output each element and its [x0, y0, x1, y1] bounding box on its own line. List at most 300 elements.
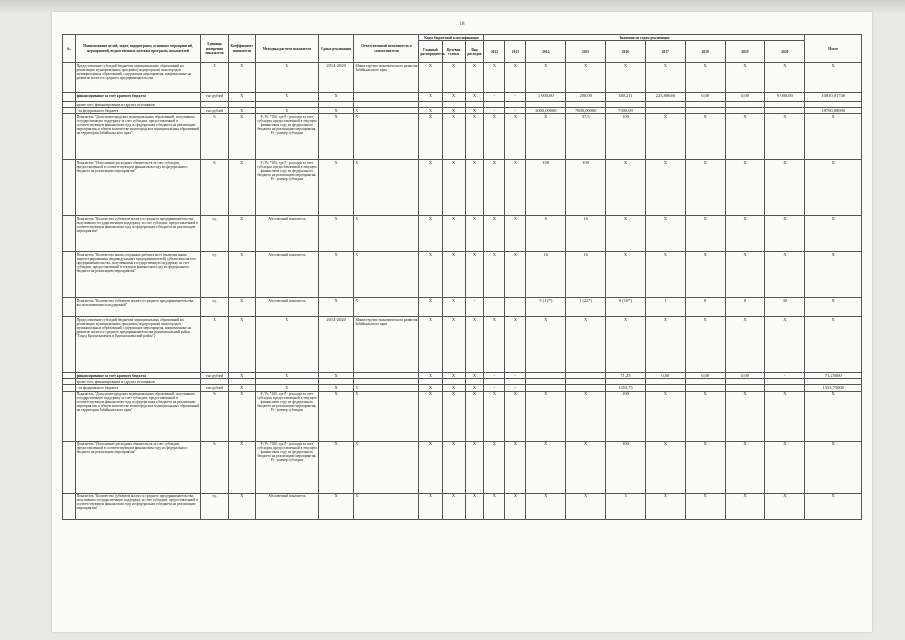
- table-row: [63, 441, 862, 493]
- row-period-cell: Х: [318, 160, 354, 216]
- row-total-cell: 71,25000: [805, 373, 862, 379]
- row-year-value-cell: Х: [484, 493, 505, 519]
- row-year-value-cell: 30: [765, 298, 805, 317]
- row-period-cell: Х: [318, 373, 354, 379]
- row-year-value-cell: Х: [526, 441, 566, 493]
- header-year: 2012: [484, 41, 505, 63]
- row-total-cell: Х: [805, 317, 862, 373]
- row-year-value-cell: 3000,00000: [526, 108, 566, 114]
- row-budget-code-cell: Х: [419, 317, 442, 373]
- row-year-value-cell: Х: [685, 493, 725, 519]
- row-year-value-cell: Х: [484, 114, 505, 160]
- row-year-value-cell: Х: [484, 317, 505, 373]
- row-unit-cell: %: [201, 391, 228, 441]
- row-year-value-cell: 8 (16*): [606, 298, 646, 317]
- row-name-cell: кроме того, финансирование из других источников:: [75, 379, 201, 385]
- row-coef-cell: Х: [228, 160, 255, 216]
- header-year: 2020: [765, 41, 805, 63]
- row-budget-code-cell: Х: [465, 252, 484, 298]
- row-budget-code-cell: Х: [442, 252, 465, 298]
- row-coef-cell: Х: [228, 391, 255, 441]
- row-year-value-cell: 1: [645, 298, 685, 317]
- row-responsible-cell: Министерство экономического развития Забайкальского края: [354, 63, 419, 93]
- row-responsible-cell: Х: [354, 493, 419, 519]
- row-responsible-cell: Х: [354, 252, 419, 298]
- row-year-value-cell: Х: [645, 63, 685, 93]
- row-year-value-cell: Х: [606, 317, 646, 373]
- row-year-value-cell: Х: [765, 441, 805, 493]
- row-year-value-cell: 16: [566, 252, 606, 298]
- row-period-cell: Х: [318, 216, 354, 252]
- row-total-cell: 18700,00000: [805, 108, 862, 114]
- row-budget-code-cell: Х: [419, 114, 442, 160]
- row-method-cell: Абсолютный показатель: [255, 493, 318, 519]
- row-year-value-cell: Х: [484, 216, 505, 252]
- header-year: 2015: [566, 41, 606, 63]
- row-budget-code-cell: Х: [442, 63, 465, 93]
- row-unit-cell: тыс.рублей: [201, 108, 228, 114]
- row-name-cell: финансирование за счет краевого бюджета: [75, 373, 201, 379]
- row-total-cell: Х: [805, 298, 862, 317]
- row-unit-cell: %: [201, 160, 228, 216]
- row-num-cell: [63, 114, 76, 160]
- row-unit-cell: ед.: [201, 252, 228, 298]
- row-year-value-cell: 7300,00: [606, 108, 646, 114]
- row-method-cell: Абсолютный показатель: [255, 298, 318, 317]
- row-year-value-cell: 7800,00000: [566, 108, 606, 114]
- row-responsible-cell: Х: [354, 385, 419, 391]
- row-method-cell: Х: [255, 63, 318, 93]
- row-year-value-cell: 1 (22*): [566, 298, 606, 317]
- row-period-cell: Х: [318, 391, 354, 441]
- row-year-value-cell: Х: [505, 216, 526, 252]
- table-row: [63, 114, 862, 160]
- row-year-value-cell: Х: [725, 63, 765, 93]
- row-year-value-cell: -: [484, 385, 505, 391]
- table-row: [63, 160, 862, 216]
- row-year-value-cell: -: [484, 93, 505, 102]
- row-year-value-cell: 5 (12*): [526, 298, 566, 317]
- row-year-value-cell: Х: [526, 63, 566, 93]
- row-coef-cell: Х: [228, 252, 255, 298]
- row-year-value-cell: [484, 298, 505, 317]
- row-unit-cell: ед.: [201, 493, 228, 519]
- row-year-value-cell: Х: [765, 114, 805, 160]
- row-year-value-cell: -: [505, 385, 526, 391]
- row-budget-code-cell: Х: [465, 373, 484, 379]
- row-budget-code-cell: Х: [442, 385, 465, 391]
- row-year-value-cell: 0: [685, 298, 725, 317]
- row-coef-cell: Х: [228, 108, 255, 114]
- header-year: 2014: [526, 41, 566, 63]
- row-year-value-cell: Х: [685, 317, 725, 373]
- table-row: [63, 252, 862, 298]
- row-num-cell: [63, 493, 76, 519]
- row-period-cell: 2014-2020: [318, 317, 354, 373]
- table-row: [63, 493, 862, 519]
- row-budget-code-cell: Х: [419, 108, 442, 114]
- row-responsible-cell: Х: [354, 298, 419, 317]
- row-budget-code-cell: Х: [442, 216, 465, 252]
- row-year-value-cell: Х: [645, 493, 685, 519]
- row-coef-cell: Х: [228, 441, 255, 493]
- row-year-value-cell: Х: [765, 160, 805, 216]
- row-year-value-cell: Х: [505, 252, 526, 298]
- row-year-value-cell: 0,00: [725, 93, 765, 102]
- row-year-value-cell: 225,80646: [645, 93, 685, 102]
- row-coef-cell: Х: [228, 493, 255, 519]
- row-year-value-cell: Х: [685, 216, 725, 252]
- row-coef-cell: Х: [228, 317, 255, 373]
- row-coef-cell: Х: [228, 216, 255, 252]
- row-period-cell: Х: [318, 108, 354, 114]
- row-year-value-cell: 0,00: [685, 373, 725, 379]
- row-budget-code-cell: Х: [442, 373, 465, 379]
- row-name-cell: Показатель "Исполнение расходных обязательств за счет субсидии, предоставленной в соответствующем финансовом году из федерального бюджета на реализацию мероприятия": [75, 160, 201, 216]
- table-row: [63, 391, 862, 441]
- row-budget-code-cell: Х: [465, 93, 484, 102]
- row-name-cell: Предоставление субсидий бюджетам муниципальных образований на реализацию муниципальных программ (подпрограмм) моногородов муниципальных образований, содержащих мероприятия, направленные на развитие малого и среднего предпринимательства: [75, 63, 201, 93]
- row-year-value-cell: -: [484, 373, 505, 379]
- row-method-cell: Абсолютный показатель: [255, 216, 318, 252]
- row-method-cell: Абсолютный показатель: [255, 252, 318, 298]
- row-coef-cell: Х: [228, 63, 255, 93]
- row-budget-code-cell: Х: [442, 108, 465, 114]
- row-year-value-cell: Х: [645, 114, 685, 160]
- row-total-cell: Х: [805, 160, 862, 216]
- row-year-value-cell: 1 000,00: [526, 93, 566, 102]
- row-year-value-cell: -: [505, 373, 526, 379]
- row-budget-code-cell: Х: [442, 298, 465, 317]
- row-year-value-cell: 0,00: [645, 373, 685, 379]
- row-name-cell: Показатель "Количество субъектов малого и среднего предпринимательства, получивших государственную поддержку за счет субсидии, предоставленной в соответствующем финансовом году из федерального бюджета на реализацию мероприятия": [75, 493, 201, 519]
- row-name-cell: Показатель "Количество вновь созданных рабочих мест (включая вновь зарегистрированных индивидуальных предпринимателей) субъектами малого предпринимательства, получившими государственную поддержку за счет субсидии, предоставленной в текущем финансовом году из федерального бюджета на реализацию мероприятия": [75, 252, 201, 298]
- row-num-cell: [63, 391, 76, 441]
- header-name: Наименование целей, задач, подпрограмм, основных мероприятий, мероприятий, ведомственных целевых программ, показателей: [75, 35, 201, 63]
- row-year-value-cell: Х: [645, 252, 685, 298]
- indicators-table: [62, 34, 862, 520]
- header-year: 2013: [505, 41, 526, 63]
- row-year-value-cell: Х: [505, 317, 526, 373]
- row-num-cell: [63, 160, 76, 216]
- row-period-cell: Х: [318, 114, 354, 160]
- row-budget-code-cell: Х: [465, 114, 484, 160]
- row-responsible-cell: [354, 93, 419, 102]
- header-year: 2017: [645, 41, 685, 63]
- row-unit-cell: %: [201, 441, 228, 493]
- header-year: 2019: [725, 41, 765, 63]
- row-method-cell: Х: [255, 317, 318, 373]
- row-year-value-cell: Х: [526, 493, 566, 519]
- row-year-value-cell: 16: [566, 216, 606, 252]
- row-year-value-cell: 100: [566, 160, 606, 216]
- row-budget-code-cell: Х: [419, 63, 442, 93]
- row-budget-code-cell: Х: [419, 441, 442, 493]
- row-method-cell: Р / Рс *100, где Р - расходы за счет субсидии, предоставленной в текущем финансовом году из федерального бюджета на реализацию мероприятия, Рс - размер субсидии: [255, 114, 318, 160]
- row-budget-code-cell: Х: [442, 114, 465, 160]
- row-coef-cell: Х: [228, 373, 255, 379]
- row-total-cell: Х: [805, 114, 862, 160]
- row-budget-code-cell: -: [465, 298, 484, 317]
- row-coef-cell: Х: [228, 298, 255, 317]
- row-year-value-cell: Х: [566, 493, 606, 519]
- row-budget-code-cell: Х: [442, 493, 465, 519]
- row-total-cell: Х: [805, 441, 862, 493]
- row-year-value-cell: 9 000,00: [765, 93, 805, 102]
- row-year-value-cell: Х: [566, 441, 606, 493]
- row-name-cell: Показатель "Доля моногородских муниципальных образований, получивших государственную поддержку за счет субсидии, предоставленной в соответствующем финансовом году из федерального бюджета на реализацию мероприятия, в общем количестве моногородских муниципальных образований на территории Забайкальского края": [75, 114, 201, 160]
- row-year-value-cell: Х: [606, 160, 646, 216]
- row-year-value-cell: Х: [685, 63, 725, 93]
- header-unit: Единица измерения показателя: [201, 35, 228, 63]
- row-name-cell: - из федерального бюджета: [75, 108, 201, 114]
- row-num-cell: [63, 252, 76, 298]
- row-year-value-cell: Х: [484, 391, 505, 441]
- row-budget-code-cell: Х: [465, 385, 484, 391]
- row-year-value-cell: Х: [685, 114, 725, 160]
- row-budget-code-cell: Х: [419, 216, 442, 252]
- row-year-value-cell: Х: [566, 391, 606, 441]
- header-period: Сроки реализации: [318, 35, 354, 63]
- row-num-cell: [63, 93, 76, 102]
- row-year-value-cell: Х: [566, 317, 606, 373]
- row-method-cell: Р / Рс *100, где Р - расходы за счет субсидии, предоставленной в текущем финансовом году из федерального бюджета на реализацию мероприятия, Рс - размер субсидии: [255, 391, 318, 441]
- row-year-value-cell: 100: [526, 160, 566, 216]
- row-responsible-cell: Х: [354, 391, 419, 441]
- row-coef-cell: Х: [228, 114, 255, 160]
- row-year-value-cell: 0: [725, 298, 765, 317]
- row-year-value-cell: Х: [765, 252, 805, 298]
- row-budget-code-cell: Х: [465, 63, 484, 93]
- row-year-value-cell: Х: [526, 114, 566, 160]
- row-budget-code-cell: Х: [442, 93, 465, 102]
- row-responsible-cell: Х: [354, 216, 419, 252]
- row-budget-code-cell: Х: [465, 108, 484, 114]
- row-year-value-cell: 3: [606, 493, 646, 519]
- row-responsible-cell: Х: [354, 441, 419, 493]
- row-coef-cell: Х: [228, 93, 255, 102]
- row-year-value-cell: Х: [526, 391, 566, 441]
- row-budget-code-cell: Х: [419, 93, 442, 102]
- row-year-value-cell: Х: [725, 441, 765, 493]
- row-name-cell: Показатель "Доля моногородских муниципальных образований, получивших государственную поддержку за счет субсидии, предоставленной в соответствующем финансовом году из федерального бюджета на реализацию мероприятия, в общем количестве моногородских муниципальных образований на территории Забайкальского края": [75, 391, 201, 441]
- row-num-cell: [63, 317, 76, 373]
- row-year-value-cell: Х: [484, 441, 505, 493]
- row-year-value-cell: 71,25: [606, 373, 646, 379]
- row-name-cell: Показатель "Количество субъектов малого и среднего предпринимательства, получивших государственную поддержку за счет субсидии, предоставленной в соответствующем финансовом году из федерального бюджета на реализацию мероприятия": [75, 216, 201, 252]
- row-period-cell: 2014-2020: [318, 63, 354, 93]
- row-year-value-cell: 100: [606, 441, 646, 493]
- row-unit-cell: ед.: [201, 298, 228, 317]
- row-budget-code-cell: Х: [419, 373, 442, 379]
- row-name-cell: Показатель "Исполнение расходных обязательств за счет субсидии, предоставленной в соответствующем финансовом году из федерального бюджета на реализацию мероприятия": [75, 441, 201, 493]
- header-bk-article: Целевая статья: [442, 41, 465, 63]
- row-budget-code-cell: Х: [465, 216, 484, 252]
- row-year-value-cell: Х: [725, 216, 765, 252]
- row-year-value-cell: Х: [505, 441, 526, 493]
- row-budget-code-cell: Х: [465, 441, 484, 493]
- row-year-value-cell: -: [484, 108, 505, 114]
- row-year-value-cell: Х: [725, 114, 765, 160]
- row-budget-code-cell: Х: [419, 160, 442, 216]
- row-total-cell: Х: [805, 391, 862, 441]
- row-budget-code-cell: Х: [419, 391, 442, 441]
- header-year: 2018: [685, 41, 725, 63]
- table-row: [63, 317, 862, 373]
- row-budget-code-cell: Х: [442, 441, 465, 493]
- row-period-cell: Х: [318, 93, 354, 102]
- row-year-value-cell: 100: [606, 114, 646, 160]
- table-row: [63, 298, 862, 317]
- row-year-value-cell: 380,211: [606, 93, 646, 102]
- row-year-value-cell: Х: [566, 63, 606, 93]
- header-year: 2016: [606, 41, 646, 63]
- row-period-cell: Х: [318, 252, 354, 298]
- row-total-cell: 1353,75000: [805, 385, 862, 391]
- table-body: [63, 63, 862, 519]
- row-unit-cell: Х: [201, 317, 228, 373]
- row-period-cell: Х: [318, 298, 354, 317]
- table-row: [63, 93, 862, 102]
- row-num-cell: [63, 441, 76, 493]
- row-method-cell: Х: [255, 385, 318, 391]
- row-year-value-cell: [505, 298, 526, 317]
- row-total-cell: Х: [805, 252, 862, 298]
- row-num-cell: [63, 216, 76, 252]
- row-unit-cell: тыс.рублей: [201, 385, 228, 391]
- row-year-value-cell: -: [765, 373, 805, 379]
- row-year-value-cell: Х: [505, 160, 526, 216]
- header-coef: Коэффициент значимости: [228, 35, 255, 63]
- row-budget-code-cell: Х: [465, 493, 484, 519]
- row-responsible-cell: Х: [354, 108, 419, 114]
- row-year-value-cell: Х: [484, 252, 505, 298]
- row-year-value-cell: 37,5: [566, 114, 606, 160]
- row-name-cell: финансирование за счет краевого бюджета: [75, 93, 201, 102]
- table-row: [63, 216, 862, 252]
- row-year-value-cell: 200,00: [566, 93, 606, 102]
- row-year-value-cell: Х: [725, 493, 765, 519]
- row-year-value-cell: Х: [765, 391, 805, 441]
- row-year-value-cell: 16: [526, 252, 566, 298]
- row-year-value-cell: 0,00: [685, 93, 725, 102]
- row-method-cell: Х: [255, 373, 318, 379]
- row-year-value-cell: Х: [505, 493, 526, 519]
- row-budget-code-cell: Х: [419, 298, 442, 317]
- row-year-value-cell: Х: [484, 63, 505, 93]
- row-name-cell: - из федерального бюджета: [75, 385, 201, 391]
- header-bk-type: Вид расходов: [465, 41, 484, 63]
- row-year-value-cell: Х: [765, 317, 805, 373]
- row-name-cell: Показатель "Количество субъектов малого и среднего предпринимательства, воспользовавшихся поддержкой": [75, 298, 201, 317]
- row-year-value-cell: Х: [526, 317, 566, 373]
- row-year-value-cell: Х: [484, 160, 505, 216]
- row-responsible-cell: Х: [354, 160, 419, 216]
- row-responsible-cell: Х: [354, 114, 419, 160]
- row-year-value-cell: Х: [685, 160, 725, 216]
- row-year-value-cell: Х: [645, 441, 685, 493]
- row-coef-cell: Х: [228, 385, 255, 391]
- row-year-value-cell: -: [505, 93, 526, 102]
- row-budget-code-cell: Х: [419, 493, 442, 519]
- row-name-cell: кроме того, финансирование из других источников:: [75, 102, 201, 108]
- row-budget-code-cell: Х: [419, 252, 442, 298]
- row-year-value-cell: Х: [645, 391, 685, 441]
- header-method: Методика расчета показателя: [255, 35, 318, 63]
- row-year-value-cell: Х: [765, 63, 805, 93]
- row-year-value-cell: Х: [505, 114, 526, 160]
- row-period-cell: Х: [318, 493, 354, 519]
- row-year-value-cell: Х: [645, 160, 685, 216]
- row-budget-code-cell: Х: [442, 160, 465, 216]
- row-year-value-cell: Х: [606, 63, 646, 93]
- row-year-value-cell: 100: [606, 391, 646, 441]
- row-unit-cell: тыс.рублей: [201, 93, 228, 102]
- row-responsible-cell: Министерство экономического развития Забайкальского края: [354, 317, 419, 373]
- row-year-value-cell: Х: [685, 441, 725, 493]
- row-year-value-cell: Х: [606, 216, 646, 252]
- row-year-value-cell: Х: [685, 391, 725, 441]
- row-unit-cell: %: [201, 114, 228, 160]
- row-year-value-cell: 8: [526, 216, 566, 252]
- row-num-cell: [63, 298, 76, 317]
- row-budget-code-cell: Х: [442, 391, 465, 441]
- document-page: [52, 12, 872, 632]
- row-year-value-cell: 1353,75: [606, 385, 646, 391]
- header-responsible: Ответственный исполнитель и соисполнители: [354, 35, 419, 63]
- table-row: [63, 63, 862, 93]
- row-total-cell: Х: [805, 63, 862, 93]
- row-year-value-cell: Х: [645, 317, 685, 373]
- row-year-value-cell: Х: [606, 252, 646, 298]
- header-budget-codes: Коды бюджетной классификации: [419, 35, 484, 41]
- header-num: №: [63, 35, 76, 63]
- row-method-cell: Х: [255, 108, 318, 114]
- row-year-value-cell: Х: [505, 63, 526, 93]
- row-unit-cell: ед.: [201, 216, 228, 252]
- row-total-cell: Х: [805, 216, 862, 252]
- row-name-cell: Предоставление субсидий бюджетам муниципальных образований на реализацию муниципальных программ (подпрограмм) моногородов муниципальных образований, содержащих мероприятия, направленные на развитие малого и среднего предпринимательства (муниципальный район "Город Краснокаменск и Краснокаменский район"): [75, 317, 201, 373]
- row-budget-code-cell: Х: [465, 160, 484, 216]
- row-total-cell: 10810,01746: [805, 93, 862, 102]
- row-year-value-cell: Х: [725, 160, 765, 216]
- row-total-cell: Х: [805, 493, 862, 519]
- header-bk-main: Главный распорядитель: [419, 41, 442, 63]
- row-budget-code-cell: Х: [465, 317, 484, 373]
- row-unit-cell: Х: [201, 63, 228, 93]
- row-year-value-cell: Х: [765, 493, 805, 519]
- row-budget-code-cell: Х: [442, 317, 465, 373]
- row-year-value-cell: Х: [725, 317, 765, 373]
- row-year-value-cell: Х: [685, 252, 725, 298]
- page-number: 18: [459, 22, 465, 27]
- row-year-value-cell: -: [505, 108, 526, 114]
- row-budget-code-cell: Х: [419, 385, 442, 391]
- row-year-value-cell: 0,00: [725, 373, 765, 379]
- row-budget-code-cell: Х: [465, 391, 484, 441]
- row-year-value-cell: Х: [505, 391, 526, 441]
- row-year-value-cell: Х: [725, 252, 765, 298]
- row-num-cell: [63, 63, 76, 93]
- row-year-value-cell: Х: [645, 216, 685, 252]
- row-method-cell: Х: [255, 93, 318, 102]
- row-period-cell: Х: [318, 441, 354, 493]
- row-unit-cell: тыс.рублей: [201, 373, 228, 379]
- row-year-value-cell: Х: [725, 391, 765, 441]
- row-period-cell: Х: [318, 385, 354, 391]
- row-year-value-cell: Х: [765, 216, 805, 252]
- row-method-cell: Р / Рс *100, где Р - расходы за счет субсидии, предоставленной в текущем финансовом году из федерального бюджета на реализацию мероприятия, Рс - размер субсидии: [255, 160, 318, 216]
